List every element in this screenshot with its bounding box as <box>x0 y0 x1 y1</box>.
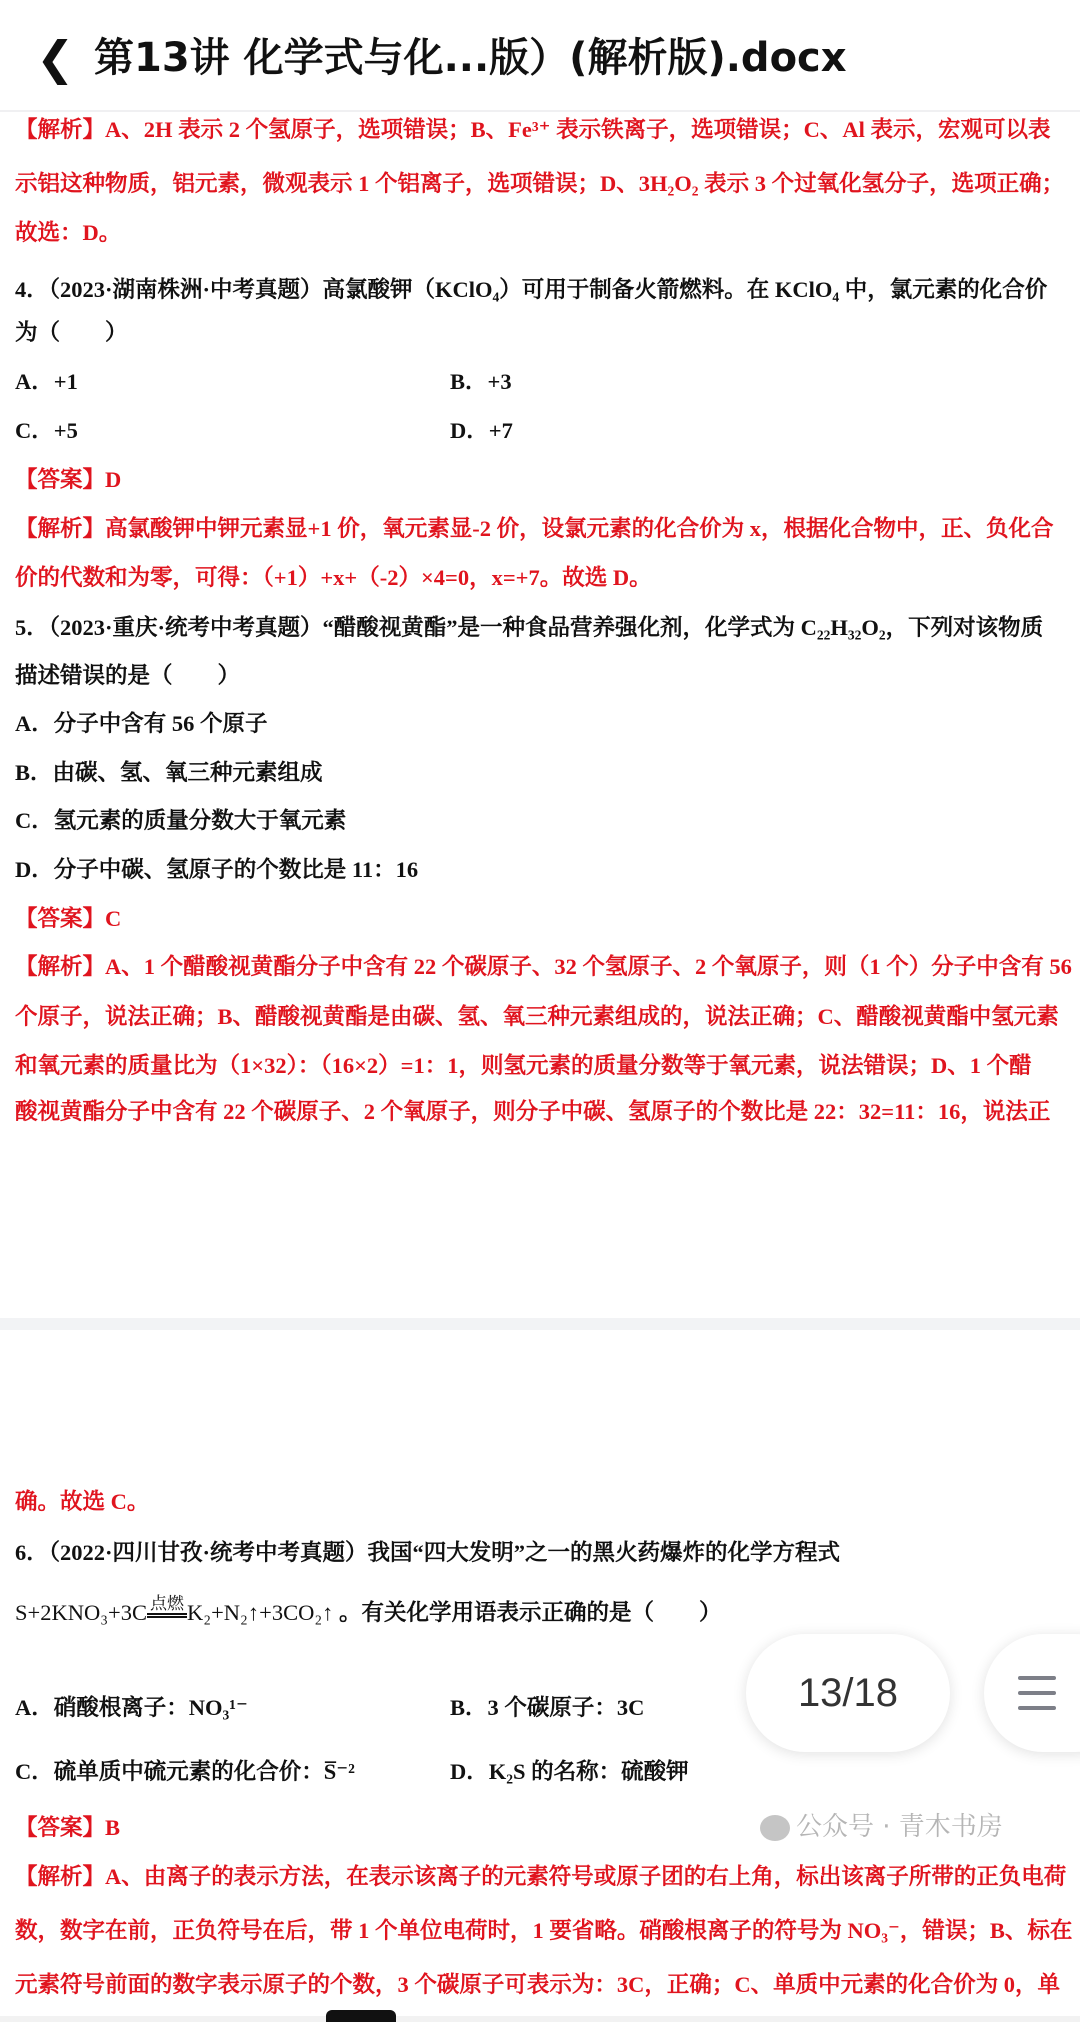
analysis-line: 数，数字在前，正负符号在后，带 1 个单位电荷时，1 要省略。硝酸根离子的符号为 NO₃⁻，错误；B、标在 <box>15 1918 1073 1943</box>
question-stem: 4．（2023·湖南株洲·中考真题）高氯酸钾（KClO₄）可用于制备火箭燃料。在 KClO₄ 中，氯元素的化合价 <box>15 277 1048 302</box>
equation-left: S+2KNO₃+3C <box>15 1600 147 1625</box>
chemical-equation <box>15 1594 722 1628</box>
wechat-icon <box>760 1815 790 1841</box>
home-indicator[interactable] <box>326 2010 396 2022</box>
option-c: C．+5 <box>15 418 78 443</box>
analysis-line: 【解析】A、1 个醋酸视黄酯分子中含有 22 个碳原子、32 个氢原子、2 个氧原子，则（1 个）分子中含有 56 <box>15 954 1072 979</box>
document-title: 第13讲 化学式与化...版）(解析版).docx <box>94 35 847 81</box>
question-stem: 描述错误的是（ ） <box>15 663 241 688</box>
analysis-line: 个原子，说法正确；B、醋酸视黄酯是由碳、氢、氧三种元素组成的，说法正确；C、醋酸视黄酯中氢元素 <box>15 1004 1059 1029</box>
option-d: D．分子中碳、氢原子的个数比是 11：16 <box>15 857 419 882</box>
option-d: D．K₂S 的名称：硫酸钾 <box>450 1759 689 1784</box>
analysis-line: 确。故选 C。 <box>15 1489 150 1514</box>
option-b: B．+3 <box>450 369 512 394</box>
menu-button[interactable] <box>984 1634 1080 1752</box>
option-b: B．3 个碳原子：3C <box>450 1695 645 1720</box>
analysis-line: 和氧元素的质量比为（1×32）：（16×2）=1：1，则氢元素的质量分数等于氧元素，说法错误；D、1 个醋 <box>15 1053 1032 1078</box>
back-chevron-icon[interactable]: ❮ <box>36 31 75 85</box>
analysis-line: 故选：D。 <box>15 220 122 245</box>
equation-condition: 点燃 <box>150 1594 184 1613</box>
analysis-line: 价的代数和为零，可得：（+1）+x+（-2）×4=0，x=+7。故选 D。 <box>15 565 652 590</box>
answer: 【答案】D <box>15 467 122 492</box>
page-break <box>0 1318 1080 1330</box>
option-a: A．硝酸根离子：NO₃¹⁻ <box>15 1695 248 1720</box>
question-stem-tail: 。有关化学用语表示正确的是（ ） <box>339 1600 722 1625</box>
option-b: B．由碳、氢、氧三种元素组成 <box>15 760 323 785</box>
equation-right: K₂+N₂↑+3CO₂↑ <box>187 1600 334 1625</box>
question-stem: 为（ ） <box>15 320 128 345</box>
top-bar <box>0 0 1080 112</box>
analysis-line: 【解析】高氯酸钾中钾元素显+1 价，氧元素显-2 价，设氯元素的化合价为 x，根据化合物中，正、负化合 <box>15 516 1054 541</box>
option-a: A．+1 <box>15 369 78 394</box>
question-stem: 5．（2023·重庆·统考中考真题）“醋酸视黄酯”是一种食品营养强化剂，化学式为 C₂₂H₃₂O₂，下列对该物质 <box>15 615 1044 640</box>
option-c: C．硫单质中硫元素的化合价：S̅⁻² <box>15 1759 355 1784</box>
answer: 【答案】C <box>15 906 122 931</box>
answer: 【答案】B <box>15 1815 121 1840</box>
analysis-line: 酸视黄酯分子中含有 22 个碳原子、2 个氧原子，则分子中碳、氢原子的个数比是 22：32=11：16，说法正 <box>15 1099 1051 1124</box>
watermark: 公众号 · 青木书房 <box>760 1812 1003 1842</box>
analysis-line: 示铝这种物质，铝元素，微观表示 1 个铝离子，选项错误；D、3H₂O₂ 表示 3 个过氧化氢分子，选项正确； <box>15 171 1065 196</box>
analysis-line: 【解析】A、2H 表示 2 个氢原子，选项错误；B、Fe³⁺ 表示铁离子，选项错误；C、Al 表示，宏观可以表 <box>15 117 1051 142</box>
analysis-line: 元素符号前面的数字表示原子的个数，3 个碳原子可表示为：3C，正确；C、单质中元素的化合价为 0，单 <box>15 1972 1060 1997</box>
question-stem: 6．（2022·四川甘孜·统考中考真题）我国“四大发明”之一的黑火药爆炸的化学方程式 <box>15 1540 841 1565</box>
page-indicator-button[interactable] <box>746 1634 950 1752</box>
option-d: D．+7 <box>450 418 513 443</box>
page-indicator: 13/18 <box>797 1670 899 1715</box>
analysis-line: 【解析】A、由离子的表示方法，在表示该离子的元素符号或原子团的右上角，标出该离子所带的正负电荷 <box>15 1864 1067 1889</box>
option-a: A．分子中含有 56 个原子 <box>15 711 268 736</box>
bottom-bar <box>0 2016 1080 2022</box>
option-c: C．氢元素的质量分数大于氧元素 <box>15 808 347 833</box>
